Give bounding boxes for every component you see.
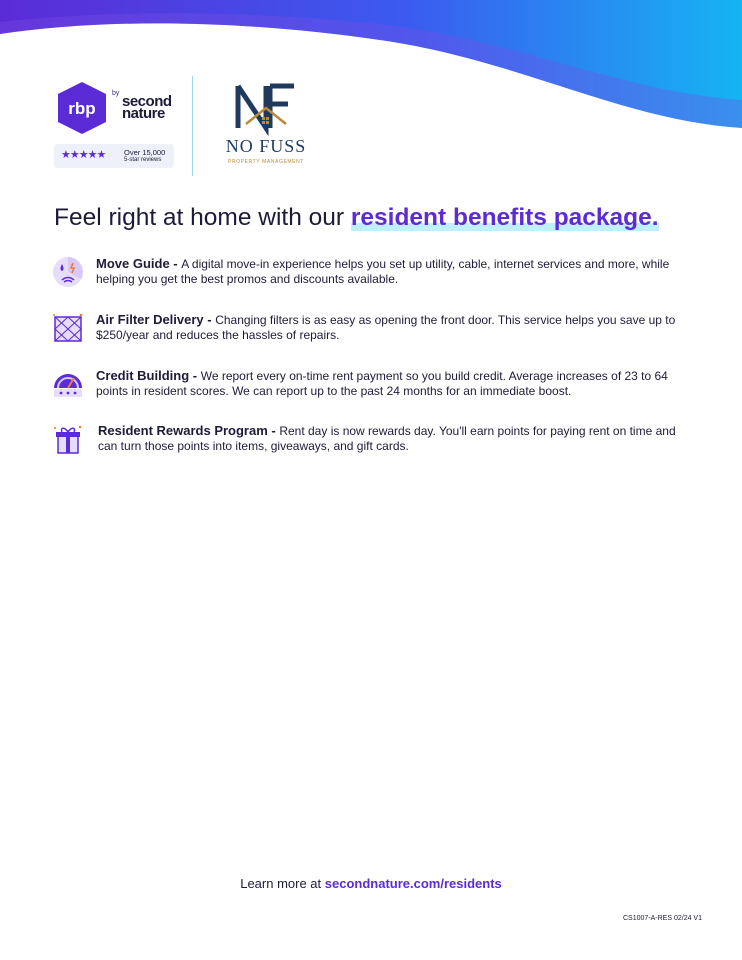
headline-prefix: Feel right at home with our <box>54 204 351 231</box>
nf-monogram-icon <box>208 80 324 136</box>
benefit-air-filter <box>52 312 692 352</box>
benefit-text <box>96 312 692 343</box>
page-headline <box>54 204 659 232</box>
benefit-title: Air Filter Delivery - <box>96 312 216 327</box>
benefit-title: Resident Rewards Program - <box>98 423 280 438</box>
footer-learn-more <box>0 876 742 891</box>
gift-icon <box>52 423 84 455</box>
no-fuss-logo <box>208 80 324 170</box>
benefit-text <box>96 256 692 287</box>
rbp-badge-text: rbp <box>68 99 96 118</box>
benefit-credit-building <box>52 368 692 408</box>
headline-highlight: resident benefits package. <box>350 204 659 231</box>
reviews-badge <box>54 144 174 168</box>
benefit-text <box>98 423 694 454</box>
document-code: CS1007-A-RES 02/24 V1 <box>623 915 702 922</box>
benefit-description: A digital move-in experience helps you set up utility, cable, internet services and more, while helping you get the best promos and discounts available. <box>96 257 670 286</box>
benefit-move-guide <box>52 256 692 296</box>
benefit-description: Rent day is now rewards day. You'll earn points for paying rent on time and can turn those points into items, giveaways, and gift cards. <box>98 424 676 453</box>
rbp-logo-icon <box>54 80 110 136</box>
credit-gauge-icon <box>52 368 84 400</box>
partner-subtitle: PROPERTY MANAGEMENT <box>228 159 304 165</box>
logo-area <box>54 76 334 180</box>
benefit-resident-rewards <box>52 423 692 463</box>
footer-prefix: Learn more at <box>240 876 325 891</box>
footer-url-link[interactable]: secondnature.com/residents <box>324 876 502 891</box>
second-nature-wordmark <box>122 93 172 122</box>
benefit-description: We report every on-time rent payment so you build credit. Average increases of 23 to 64 points in resident scores. We can report up to the past 24 months for an immediate boost. <box>96 369 668 398</box>
partner-name: NO FUSS <box>225 136 307 156</box>
star-rating-icon: ★★★★★ <box>61 149 106 161</box>
reviews-count: Over 15,000 <box>124 148 166 157</box>
benefit-description: Changing filters is as easy as opening the front door. This service helps you save up to $250/year and reduces the hassles of repairs. <box>96 313 676 342</box>
benefit-title: Credit Building - <box>96 368 201 383</box>
second-nature-line2: nature <box>122 105 165 122</box>
logo-divider <box>192 76 193 176</box>
benefit-title: Move Guide - <box>96 256 182 271</box>
second-nature-line1: second <box>122 93 172 110</box>
benefit-text <box>96 368 692 399</box>
reviews-label: 5-star reviews <box>124 157 162 163</box>
move-guide-icon <box>52 256 84 288</box>
by-label: by <box>112 90 120 97</box>
air-filter-icon <box>52 312 84 344</box>
